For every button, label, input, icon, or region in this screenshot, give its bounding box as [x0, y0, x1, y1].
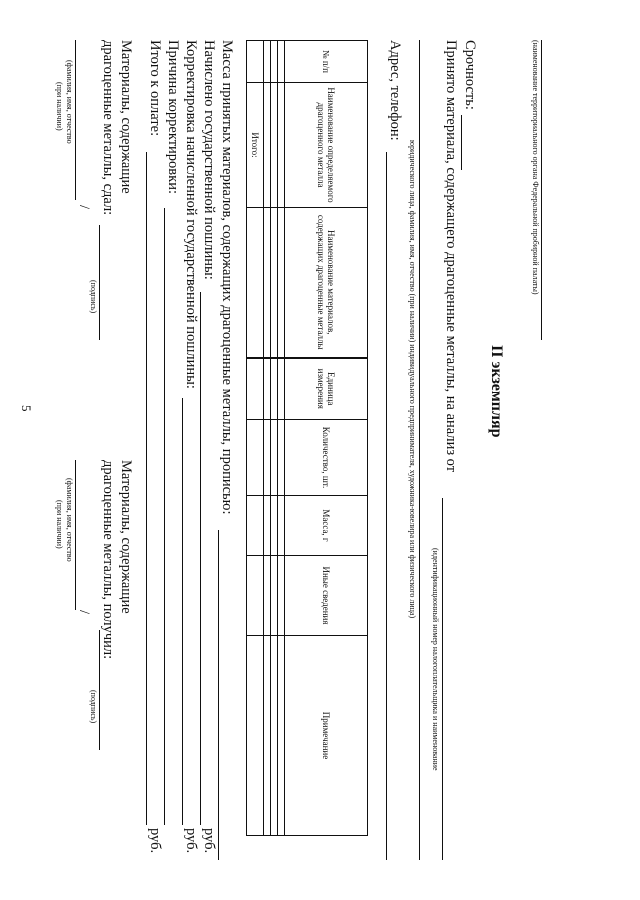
form-sheet: [40, 20, 600, 880]
col-header-note: Примечание: [285, 636, 368, 836]
col-header-mass: Масса, г: [285, 496, 368, 556]
header-line: [541, 40, 542, 340]
reason-line[interactable]: [164, 208, 165, 825]
handed-separator: /: [76, 205, 92, 210]
entity-line[interactable]: [419, 40, 420, 860]
payment-total-label: Итого к оплате:: [147, 40, 163, 137]
handed-signature-caption: (подпись): [89, 280, 98, 314]
col-header-materials: Наименование материалов, содержащих драгоценные металлы: [285, 208, 368, 358]
received-name-caption: (фамилия, имя, отчество: [65, 478, 74, 562]
col-header-other: Иные сведения: [285, 556, 368, 636]
received-name-caption-2: (при наличии): [55, 500, 64, 549]
reason-label: Причина корректировки:: [165, 40, 181, 194]
copy-title: II экземпляр: [488, 345, 505, 438]
entity-caption: юридического лица, фамилия, имя, отчество (при наличии) индивидуального предпринимателя, художника-ювелира или физического лица): [408, 140, 417, 619]
page-number: 5: [19, 405, 34, 412]
handed-name-line[interactable]: [75, 40, 76, 200]
handed-name-caption-2: (при наличии): [55, 82, 64, 131]
address-label: Адрес, телефон:: [387, 40, 403, 141]
handed-name-caption: (фамилия, имя, отчество: [65, 60, 74, 144]
received-signature-line[interactable]: [99, 630, 100, 750]
payment-total-unit: руб.: [147, 828, 163, 854]
col-header-number: № п/п: [285, 41, 368, 83]
duty-label: Начислено государственной пошлины:: [201, 40, 217, 280]
table-row[interactable]: [271, 41, 278, 836]
received-line[interactable]: [442, 498, 443, 860]
correction-label: Корректировка начисленной государственной пошлины:: [183, 40, 199, 389]
col-header-metal: Наименование определяемого драгоценного металла: [285, 83, 368, 208]
duty-line[interactable]: [200, 292, 201, 825]
payment-total-line[interactable]: [146, 152, 147, 825]
duty-unit: руб.: [201, 828, 217, 854]
received-label: Принято материала, содержащего драгоценные металлы, на анализ от: [443, 40, 459, 473]
col-header-quantity: Количество, шт.: [285, 420, 368, 496]
table-header-row: [285, 41, 368, 836]
received-signature-caption: (подпись): [89, 690, 98, 724]
header-caption: (наименование территориального органа Федеральной пробирной палаты): [531, 40, 540, 295]
correction-unit: руб.: [183, 828, 199, 854]
table-row[interactable]: [264, 41, 271, 836]
handed-label: Материалы, содержащие: [118, 40, 134, 194]
address-line[interactable]: [386, 152, 387, 860]
received-by-label-2: драгоценные металлы, получил:: [100, 460, 116, 660]
handed-label-2: драгоценные металлы, сдал:: [100, 40, 116, 216]
mass-line[interactable]: [218, 530, 219, 860]
mass-label: Масса принятых материалов, содержащих драгоценные металлы, прописью:: [219, 40, 235, 515]
table-row[interactable]: [278, 41, 285, 836]
handed-signature-line[interactable]: [99, 225, 100, 340]
col-header-unit: Единица измерения: [285, 358, 368, 420]
received-name-line[interactable]: [75, 460, 76, 610]
urgency-line[interactable]: [461, 115, 462, 170]
total-cell-label: Итого:: [247, 83, 264, 208]
table-total-row: [247, 41, 264, 836]
correction-line[interactable]: [182, 398, 183, 825]
received-separator: /: [76, 610, 92, 615]
received-by-label: Материалы, содержащие: [118, 460, 134, 614]
materials-table: [246, 40, 368, 836]
id-caption: (идентификационный номер налогоплательщика и наименование: [431, 548, 440, 771]
urgency-label: Срочность:: [462, 40, 478, 110]
